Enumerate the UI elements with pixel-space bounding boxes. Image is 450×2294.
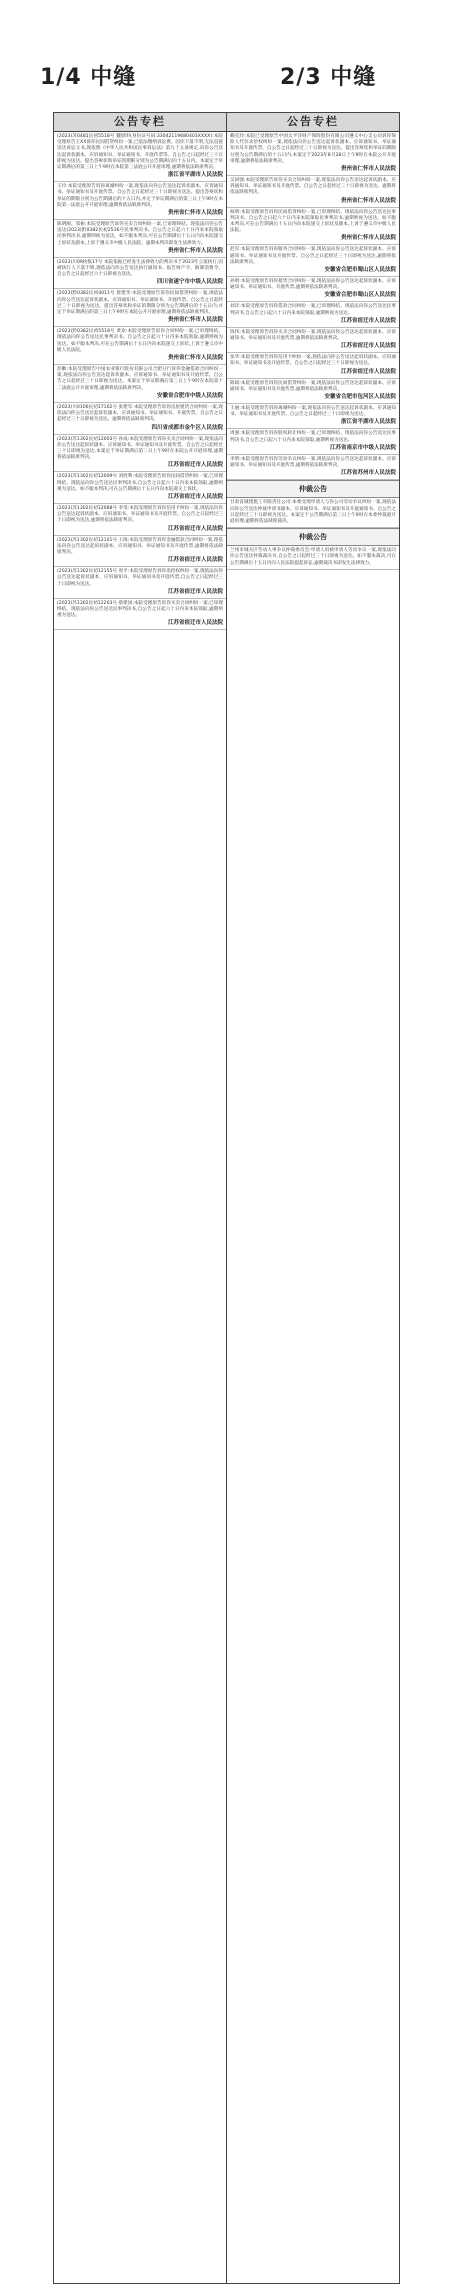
court-name: 江苏省南京市中级人民法院 [329, 444, 396, 451]
notice-item [227, 328, 399, 353]
right-column-header: 2/3 中缝 [280, 65, 377, 90]
right-column-banner: 公告专栏 [227, 113, 399, 132]
court-name: 江苏省苏州市人民法院 [340, 470, 396, 477]
notice-item [54, 132, 226, 182]
notice-item [227, 245, 399, 277]
notice-item [227, 353, 399, 378]
court-name: 浙江省平湖市人民法院 [167, 172, 223, 179]
notice-item [54, 258, 226, 290]
notice-text: 刘洋:本院受理原告诉你借款合同纠纷一案,已审理终结。现依法向你公告送达民事判决书,自公告之日起六十日内来本院领取,逾期则视为送达。 [230, 304, 396, 316]
notice-item [54, 289, 226, 327]
notice-text: 彭勤:本院受理原告中国农业银行股份有限公司合肥分行诉你金融借款合同纠纷一案,现依法向你公告送达起诉状副本、应诉通知书、举证通知书及开庭传票。自公告之日起经过三十日即视为送达。本案定于举证期满后第三日上午9时在本院第十二法庭公开开庭审理,逾期将依法缺席判决。 [57, 367, 223, 391]
court-name: 江苏省宿迁市人民法院 [340, 368, 396, 375]
court-name: 贵州省仁怀市人民法院 [167, 210, 223, 217]
court-name: 四川省成都市金牛区人民法院 [151, 424, 223, 431]
notice-text: 陈斌:本院受理原告诉你民间借贷纠纷一案,现依法向你公告送达起诉状副本、应诉通知书、举证通知书及开庭传票,逾期将依法缺席判决。 [230, 380, 396, 392]
arbitration-notice-2-text: 兰州市城关区劳动人事争议仲裁委员会:申请人诉被申请人劳动争议一案,现依法向你公告送达仲裁裁决书,自公告之日起经过三十日即视为送达。如不服本裁决,可在公告期满后十五日内向人民法院提起诉讼,逾期裁决书即发生法律效力。 [230, 548, 396, 566]
notice-item [54, 220, 226, 258]
notice-text: (2023)苏1302民初12088号 李雯:本院受理原告诉你信用卡纠纷一案,现依法向你公告送达起诉状副本、应诉通知书、举证通知书及开庭传票。自公告之日起经过三十日即视为送达,逾期将依法缺席判决。 [57, 505, 223, 524]
notice-text: 陈明刚、邹振:本院受理原告诉你买卖合同纠纷一案,已审理终结。现依法向你公告送达(2023)黔0382民初2516号民事判决书。自公告之日起六十日内来本院领取民事判决书,逾期则视为送达。如不服本判决,可在公告期满后十五日内向本院递交上诉状及副本,上诉于遵义市中级人民法院。逾期本判决即发生法律效力。 [57, 222, 223, 246]
court-name: 贵州省仁怀市人民法院 [340, 166, 396, 173]
arbitration-notice-2 [227, 546, 399, 570]
notice-item [54, 599, 226, 631]
court-name: 江苏省宿迁市人民法院 [167, 557, 223, 564]
notice-text: (2023)川0106民初17102号 张建军:本院受理原告诉你房屋租赁合同纠纷一案,现依法向你公告送达起诉状副本、应诉通知书、举证通知书、开庭传票。自公告之日起经过三十日即视为送达。逾期将依法缺席判决。 [57, 404, 223, 423]
court-name: 江苏省宿迁市人民法院 [167, 462, 223, 469]
notice-item [54, 567, 226, 599]
arbitration-notice-1 [227, 498, 399, 528]
notice-text: (2023)苏1302民初12101号 王海:本院受理原告诉你金融借款合同纠纷一案,现依法向你公告送达起诉状副本、应诉通知书、举证通知书及开庭传票,逾期将依法缺席判决。 [57, 537, 223, 555]
notice-item [227, 208, 399, 246]
notice-text: 周强:本院受理原告诉你股权转让纠纷一案,已审理终结。现依法向你公告送达民事判决书,自公告之日起六十日内来本院领取,逾期则视为送达。 [230, 431, 396, 443]
notice-text: (2023)苏1302民初12003号 孙成:本院受理原告诉你买卖合同纠纷一案,现依法向你公告送达起诉状副本、应诉通知书、举证通知书及开庭传票。自公告之日起经过三十日即视为送达,本案定于举证期满后第三日上午9时在本院公开开庭审理,逾期将依法缺席判决。 [57, 436, 223, 461]
court-name: 江苏省宿迁市人民法院 [167, 588, 223, 595]
notice-item [227, 302, 399, 327]
court-name: 贵州省仁怀市人民法院 [340, 235, 396, 242]
court-name: 安徽省合肥市中级人民法院 [156, 392, 223, 399]
notice-text: (2023)苏1302民初12203号 蔡建国:本院受理原告诉你买卖合同纠纷一案,已审理终结。现依法向你公告送达民事判决书,自公告之日起六十日内来本院领取,逾期则视为送达。 [57, 600, 223, 619]
notice-item [227, 132, 399, 176]
court-name: 安徽省合肥市包河区人民法院 [324, 394, 396, 401]
notice-text: 孙明:本院受理原告诉你租赁合同纠纷一案,现依法向你公告送达起诉状副本、应诉通知书、举证通知书、开庭传票,逾期将依法缺席判决。 [230, 279, 396, 291]
notice-item [227, 404, 399, 429]
notice-item [227, 379, 399, 404]
notice-item [54, 435, 226, 473]
notice-text: 张华:本院受理原告诉你信用卡纠纷一案,现依法向你公告送达起诉状副本、应诉通知书、举证通知书及开庭传票。自公告之日起经过三十日即视为送达。 [230, 355, 396, 367]
notice-text: 赖克玲:本院已受理原告中国太平洋财产保险股份有限公司遵义中心支公司诉你保险人代位求偿权纠纷一案,现依法向你公告送达起诉状副本、应诉通知书、举证通知书及开庭传票。自公告之日起经过三十日即视为送达。提出答辩状和举证的期限分别为公告期满后的十五日内,本案定于2023年8月28日上午9时在本院公开开庭审理,逾期将依法缺席判决。 [230, 134, 396, 164]
notice-text: (2023)苏1302民初12009号 刘胜利:本院受理原告诉你民间借贷纠纷一案,已审理终结。现依法向你公告送达民事判决书,自公告之日起六十日内来本院领取,逾期则视为送达。如不服本判决,可在公告期满后十五日内向本院递交上诉状。 [57, 474, 223, 492]
court-name: 贵州省仁怀市人民法院 [167, 247, 223, 254]
left-column-banner: 公告专栏 [54, 113, 226, 132]
left-column-header: 1/4 中缝 [40, 65, 137, 90]
notice-text: 赵军:本院受理原告诉你服务合同纠纷一案,现依法向你公告送达起诉状副本、应诉通知书、举证通知书及开庭传票。自公告之日起经过三十日即视为送达,逾期将依法缺席判决。 [230, 247, 396, 265]
notice-item [54, 182, 226, 220]
notice-item [54, 472, 226, 504]
court-name: 江苏省宿迁市人民法院 [167, 620, 223, 627]
arbitration-title-1: 仲裁公告 [227, 480, 399, 498]
court-name: 贵州省仁怀市人民法院 [167, 317, 223, 324]
left-notice-column [53, 112, 227, 2284]
court-name: 贵州省仁怀市人民法院 [340, 197, 396, 204]
court-name: 安徽省合肥市蜀山区人民法院 [324, 267, 396, 274]
notice-item [227, 176, 399, 208]
notice-item [54, 365, 226, 403]
notice-text: (2023)黔0382民初4011号 唐建华:本院受理原告诉你民间借贷纠纷一案,现依法向你公告送达起诉状副本、应诉通知书、举证通知书、开庭传票。自公告之日起经过三十日即视为送达。提出答辩状和举证的期限分别为公告期满后的十五日内,并定于举证期满后的第三日上午9时在本院公开开庭审理,逾期将依法缺席判决。 [57, 291, 223, 316]
arbitration-notice-1-text: 甘肃省城建施工有限责任公司:本委受理申请人与你公司劳动争议纠纷一案,现依法向你公告送达仲裁申请书副本、应诉通知书、举证通知书及开庭通知书。自公告之日起经过三十日即视为送达。本案定于公告期满后第三日上午9时在本委仲裁庭开庭审理,逾期将依法缺席裁决。 [230, 500, 396, 524]
court-name: 江苏省宿迁市人民法院 [340, 317, 396, 324]
notice-item [54, 327, 226, 365]
notice-text: (2023)黔0382民初5518号 黄欢:本院受理原告诉你合同纠纷一案,已审理终结。现依法向你公告送达民事判决书。自公告之日起六十日内来本院领取,逾期则视为送达。如不服本判决,可在公告期满后十五日内向本院递交上诉状,上诉于遵义市中级人民法院。 [57, 329, 223, 353]
notice-item [227, 455, 399, 480]
notice-item [54, 403, 226, 435]
court-name: 四川省遂宁市中级人民法院 [156, 279, 223, 286]
notice-text: (2023)川09执恢17号 本院依据已经发生法律效力的判决书于2023年立案执行,因被执行人下落不明,现依法向你公告送达执行通知书、报告财产令、限制消费令。自公告之日起经过六十日即视为送达。 [57, 259, 223, 278]
court-name: 贵州省仁怀市人民法院 [167, 355, 223, 362]
notice-text: (2023)苏0481民初5518号 魏原明(身份证号码:33042119680403XXXX):本院受理原告王XX诉你民间借贷纠纷一案,已依法缴纳诉讼费。因你下落不明,无法直接送达诉讼文书,现依照《中华人民共和国民事诉讼法》第九十五条规定,向你公告送达起诉状副本、应诉通知书、举证通知书、开庭传票等。自公告之日起经过三十日即视为送达。提出答辩状和举证的期限分别为公告期满后的十五日内。本案定于举证期满后的第三日上午9时在本院第三法庭公开开庭审理,逾期将依法缺席判决。 [57, 134, 223, 171]
notice-text: 王丽:本院受理原告诉你离婚纠纷一案,现依法向你公告送达起诉状副本、应诉通知书、举证通知书及开庭传票。自公告之日起经过三十日即视为送达。 [230, 406, 396, 418]
notice-text: 李明:本院受理原告诉你劳动争议纠纷一案,现依法向你公告送达起诉状副本、应诉通知书、举证通知书及开庭传票,逾期将依法缺席判决。 [230, 456, 396, 469]
court-name: 江苏省宿迁市人民法院 [167, 525, 223, 532]
notice-text: 杨明:本院受理原告诉你民间借贷纠纷一案,已审理终结。现依法向你公告送达民事判决书。自公告之日起六十日内来本院领取民事判决书,逾期则视为送达。如不服本判决,可在公告期满后十五日内向本院递交上诉状及副本,上诉于遵义市中级人民法院。 [230, 209, 396, 234]
court-name: 江苏省宿迁市人民法院 [340, 343, 396, 350]
court-name: 江苏省宿迁市人民法院 [167, 493, 223, 500]
notice-text: (2023)苏1302民初12155号 周平:本院受理原告诉你追偿权纠纷一案,现依法向你公告送达起诉状副本、应诉通知书、举证通知书及开庭传票,自公告之日起经过三十日即视为送达。 [57, 569, 223, 587]
notice-text: 王玲:本院受理原告诉你离婚纠纷一案,现依法向你公告送达起诉状副本、应诉通知书、举证通知书及开庭传票。自公告之日起经过三十日即视为送达。提出答辩状和举证的期限分别为公告期满后的十五日内,并定于举证期满后的第三日上午9时在本院第一法庭公开开庭审理,逾期将依法缺席判决。 [57, 184, 223, 208]
notice-item [54, 536, 226, 568]
right-notice-list [227, 132, 399, 480]
court-name: 浙江省平湖市人民法院 [340, 419, 396, 426]
notice-item [227, 277, 399, 302]
right-notice-column [226, 112, 400, 2284]
left-notice-list [54, 132, 226, 630]
notice-text: 吴国强:本院受理原告诉你买卖合同纠纷一案,现依法向你公告送达起诉状副本、应诉通知书、举证通知书及开庭传票。自公告之日起经过三十日即视为送达。逾期将依法缺席判决。 [230, 178, 396, 196]
notice-item [227, 429, 399, 454]
notice-text: 钱伟:本院受理原告诉你买卖合同纠纷一案,现依法向你公告送达起诉状副本、应诉通知书、举证通知书及开庭传票,逾期将依法缺席判决。 [230, 329, 396, 342]
arbitration-title-2: 仲裁公告 [227, 528, 399, 546]
court-name: 安徽省合肥市蜀山区人民法院 [324, 292, 396, 299]
notice-item [54, 504, 226, 536]
